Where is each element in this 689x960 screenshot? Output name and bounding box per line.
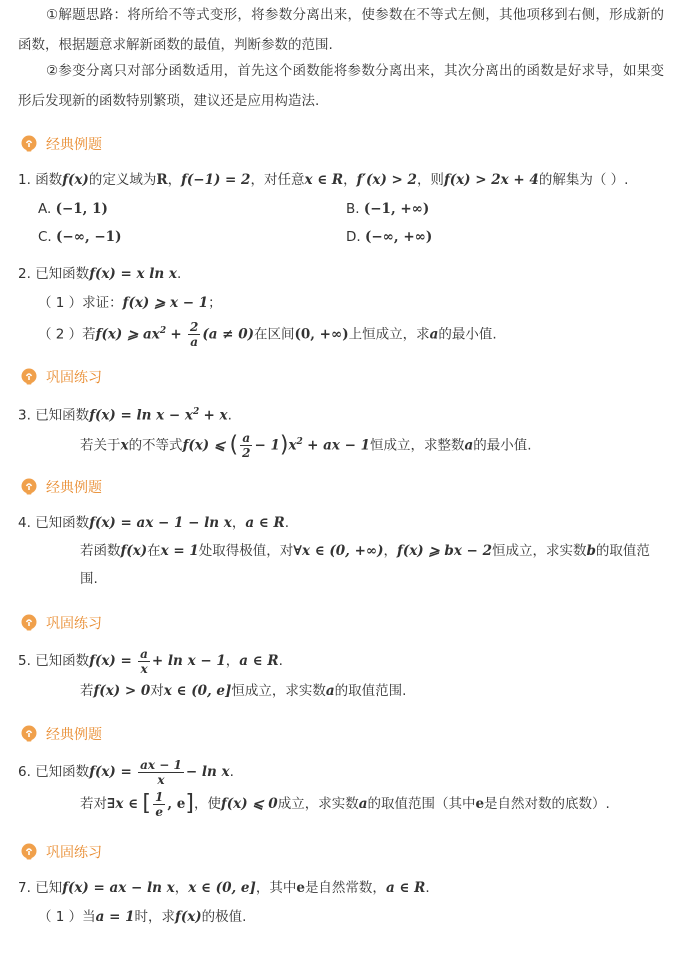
fraction-a-over-x: $\frac{a}{x}$: [140, 646, 148, 676]
section-heading-practice-1: [20, 366, 102, 388]
question-1-stem: 1. 函数f(x)的定义域为R，f(−1) = 2，对任意x ∈ R，f′(x) > 2，则f(x) > 2x + 4的解集为（ ）.: [18, 172, 629, 188]
question-5-condition: 若f(x) > 0对x ∈ (0, e]恒成立，求实数a的取值范围.: [80, 683, 407, 699]
question-3-stem: 3. 已知函数$f(x) = \ln x - x^2 + x$.: [18, 407, 232, 424]
question-4-condition-cont: 围.: [80, 571, 98, 587]
question-7-stem: 7. 已知f(x) = ax − ln x，x ∈ (0, e]，其中e是自然常数，a ∈ R.: [18, 880, 430, 896]
fraction-1-over-e: $\frac{1}{e}$: [155, 789, 164, 819]
lightbulb-icon: [20, 614, 38, 632]
question-1-option-d: D. (−∞, +∞): [346, 229, 433, 245]
fraction-ax-minus-1-over-x: $\frac{ax - 1}{x}$: [140, 757, 182, 787]
section-heading-example-2: [20, 476, 102, 498]
fraction-a-over-2: $\frac{a}{2}$: [242, 431, 251, 460]
lightbulb-icon: [20, 135, 38, 153]
section-heading-practice-2: [20, 612, 102, 634]
question-3-condition: 若关于x的不等式f(x) ⩽ ( $\frac{a}{2}$ − $1)x^2$ + ax − 1恒成立，求整数a的最小值.: [80, 431, 532, 460]
lightbulb-icon: [20, 478, 38, 496]
section-heading-example-3: [20, 723, 102, 745]
section-heading-label: 巩固练习: [46, 616, 102, 632]
lightbulb-icon: [20, 725, 38, 743]
section-heading-label: 巩固练习: [46, 845, 102, 861]
question-1-option-c: C. (−∞, −1): [38, 229, 122, 245]
question-2-stem: 2. 已知函数f(x) = x ln x.: [18, 266, 182, 282]
question-7-part-1: （ 1 ）当a = 1时，求f(x)的极值.: [38, 909, 247, 925]
lightbulb-icon: [20, 368, 38, 386]
question-1-option-a: A. (−1, 1): [38, 201, 108, 217]
section-heading-label: 经典例题: [46, 137, 102, 153]
section-heading-example-1: [20, 133, 102, 155]
section-heading-label: 经典例题: [46, 727, 102, 743]
question-2-part-2: （ 2 ）若f(x) ⩾ $ax^2$ + $\frac{2}{a}$ (a ≠ 0)在区间(0, +∞)上恒成立，求a的最小值.: [38, 320, 497, 349]
question-6-stem: 6. 已知函数f(x) = $\frac{ax - 1}{x}$ − ln x.: [18, 757, 234, 787]
section-heading-label: 经典例题: [46, 480, 102, 496]
fraction-2-over-a: $\frac{2}{a}$: [189, 320, 199, 349]
section-heading-label: 巩固练习: [46, 370, 102, 386]
question-2-part-1: （ 1 ）求证：f(x) ⩾ x − 1；: [38, 295, 222, 311]
question-4-stem: 4. 已知函数f(x) = ax − 1 − ln x，a ∈ R.: [18, 515, 290, 531]
section-heading-practice-3: [20, 841, 102, 863]
lightbulb-icon: [20, 843, 38, 861]
question-5-stem: 5. 已知函数f(x) = $\frac{a}{x}$ + ln x − 1，a ∈ R.: [18, 646, 283, 676]
intro-paragraph-1: ①解题思路：将所给不等式变形，将参数分离出来，使参数在不等式左侧，其他项移到右侧，形成新的函数，根据题意求解新函数的最值，判断参数的范围.: [18, 7, 664, 53]
question-1-option-b: B. (−1, +∞): [346, 201, 430, 217]
question-6-condition: 若对∃x ∈ [ $\frac{1}{e}$ , e]，使f(x) ⩽ 0成立，求实数a的取值范围（其中e是自然对数的底数）.: [80, 789, 610, 819]
intro-paragraph-2: ②参变分离只对部分函数适用，首先这个函数能将参数分离出来，其次分离出的函数是好求导，如果变形后发现新的函数特别繁琐，建议还是应用构造法.: [18, 63, 664, 109]
question-4-condition: 若函数f(x)在x = 1处取得极值，对∀x ∈ (0, +∞)，f(x) ⩾ bx − 2恒成立，求实数b的取值范: [80, 543, 650, 559]
